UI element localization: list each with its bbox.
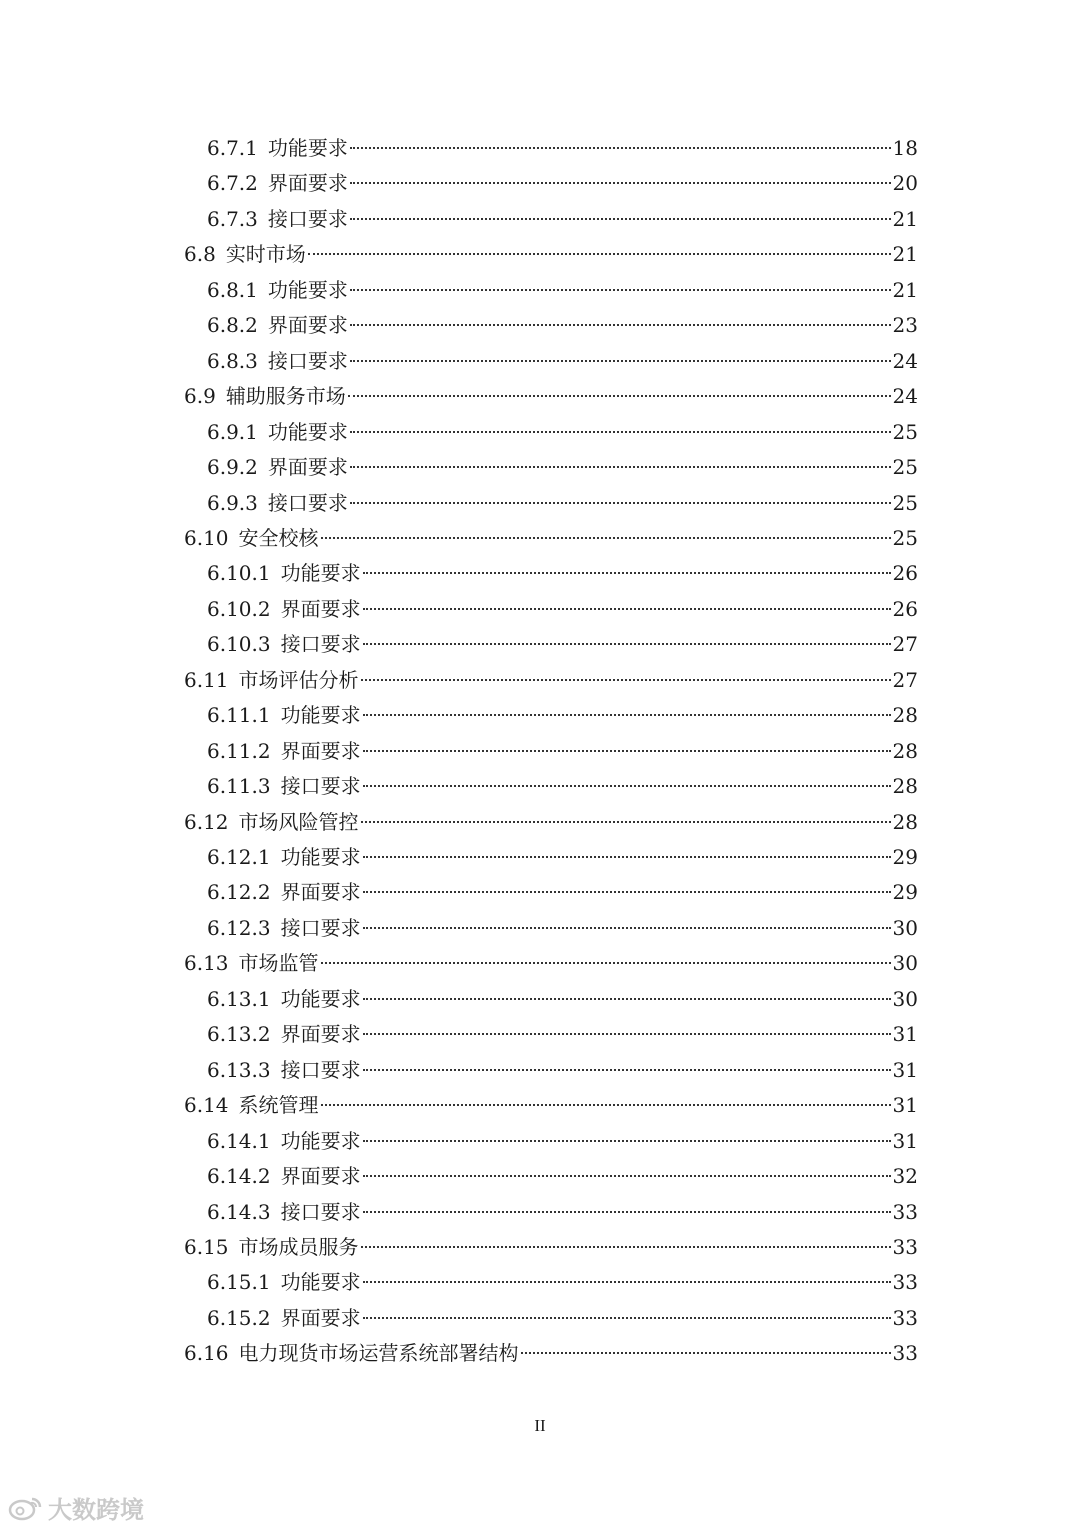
toc-entry-number: 6.10.3	[207, 632, 271, 657]
toc-entry[interactable]	[207, 449, 918, 485]
dot-leader	[363, 785, 891, 787]
toc-entry[interactable]	[207, 414, 918, 450]
toc-entry[interactable]	[207, 165, 918, 201]
dot-leader	[361, 1246, 891, 1248]
toc-entry-number: 6.11.3	[207, 774, 271, 799]
dot-leader	[363, 856, 891, 858]
toc-entry-number: 6.15.2	[207, 1305, 271, 1330]
toc-entry-title: 功能要求	[267, 419, 348, 444]
dot-leader	[363, 1281, 891, 1283]
toc-entry[interactable]	[207, 626, 918, 662]
toc-entry-number: 6.8.2	[207, 313, 258, 338]
toc-entry-number: 6.11	[184, 667, 229, 692]
toc-entry-title: 界面要求	[280, 738, 361, 763]
dot-leader	[363, 608, 891, 610]
toc-entry-title: 电力现货市场运营系统部署结构	[238, 1341, 519, 1366]
page-number: II	[534, 1416, 546, 1435]
dot-leader	[363, 1175, 891, 1177]
toc-entry[interactable]	[184, 1335, 918, 1371]
toc-entry-title: 功能要求	[280, 845, 361, 869]
dot-leader	[348, 395, 891, 397]
toc-entry-number: 6.12.1	[207, 845, 271, 869]
toc-entry-number: 6.9.2	[207, 455, 258, 480]
toc-entry-page: 29	[892, 845, 918, 869]
toc-entry-page: 27	[892, 667, 918, 692]
toc-entry-title: 界面要求	[280, 1305, 361, 1330]
toc-entry-page: 24	[892, 348, 918, 373]
toc-entry-page: 25	[892, 455, 918, 480]
dot-leader	[321, 537, 891, 539]
dot-leader	[363, 1317, 891, 1319]
toc-entry-title: 功能要求	[280, 561, 361, 586]
dot-leader	[350, 182, 891, 184]
toc-entry-number: 6.8.3	[207, 348, 258, 373]
toc-entry-number: 6.8	[184, 242, 216, 267]
toc-entry-title: 市场风险管控	[238, 809, 359, 834]
toc-entry-page: 18	[892, 136, 918, 160]
toc-entry-page: 21	[892, 242, 918, 267]
dot-leader	[363, 1069, 891, 1071]
dot-leader	[363, 891, 891, 893]
toc-entry-title: 辅助服务市场	[225, 384, 346, 409]
watermark	[8, 1490, 144, 1525]
toc-entry[interactable]	[184, 378, 918, 414]
toc-entry-number: 6.7.1	[207, 136, 258, 160]
toc-entry-number: 6.13.2	[207, 1022, 271, 1047]
toc-entry-number: 6.14.2	[207, 1164, 271, 1189]
dot-leader	[361, 821, 891, 823]
toc-entry-title: 系统管理	[238, 1093, 319, 1118]
toc-entry-page: 32	[892, 1164, 918, 1189]
toc-entry[interactable]	[207, 1123, 918, 1159]
dot-leader	[321, 1104, 891, 1106]
toc-entry[interactable]	[207, 201, 918, 237]
dot-leader	[350, 324, 891, 326]
dot-leader	[350, 360, 891, 362]
toc-entry-title: 界面要求	[280, 596, 361, 621]
toc-entry-title: 功能要求	[280, 1128, 361, 1153]
toc-entry-number: 6.16	[184, 1341, 229, 1366]
toc-entry-page: 33	[892, 1341, 918, 1366]
toc-entry-number: 6.10	[184, 525, 229, 550]
toc-entry[interactable]	[207, 981, 918, 1017]
dot-leader	[363, 643, 891, 645]
toc-entry-title: 界面要求	[280, 1164, 361, 1189]
toc-entry[interactable]	[184, 1229, 918, 1265]
dot-leader	[350, 289, 891, 291]
toc-entry-title: 界面要求	[280, 880, 361, 905]
toc-entry[interactable]	[207, 733, 918, 769]
toc-entry-number: 6.9.3	[207, 490, 258, 515]
toc-entry-page: 28	[892, 703, 918, 728]
toc-entry[interactable]	[207, 1194, 918, 1230]
toc-entry-number: 6.10.1	[207, 561, 271, 586]
toc-entry-number: 6.9	[184, 384, 216, 409]
toc-entry-title: 安全校核	[238, 525, 319, 550]
toc-entry-number: 6.12	[184, 809, 229, 834]
toc-entry[interactable]	[207, 1158, 918, 1194]
toc-entry-title: 实时市场	[225, 242, 306, 267]
toc-entry-title: 接口要求	[267, 206, 348, 231]
toc-entry-number: 6.13.1	[207, 986, 271, 1011]
toc-entry-number: 6.7.3	[207, 206, 258, 231]
toc-entry-number: 6.7.2	[207, 171, 258, 196]
dot-leader	[350, 431, 891, 433]
toc-entry-title: 功能要求	[267, 136, 348, 160]
toc-entry-title: 功能要求	[280, 986, 361, 1011]
toc-entry[interactable]	[207, 768, 918, 804]
weibo-logo-icon	[8, 1495, 44, 1521]
toc-entry-title: 功能要求	[280, 1270, 361, 1295]
toc-entry[interactable]	[207, 910, 918, 946]
toc-entry[interactable]	[207, 485, 918, 521]
toc-entry-title: 市场评估分析	[238, 667, 359, 692]
toc-entry-page: 33	[892, 1305, 918, 1330]
dot-leader	[363, 1211, 891, 1213]
toc-entry-number: 6.13	[184, 951, 229, 976]
toc-entry[interactable]	[207, 130, 918, 166]
toc-entry[interactable]	[184, 236, 918, 272]
watermark-text: 大数跨境	[48, 1496, 144, 1524]
toc-entry-page: 25	[892, 525, 918, 550]
toc-entry-page: 31	[892, 1022, 918, 1047]
toc-entry-title: 市场监管	[238, 951, 319, 976]
toc-entry-title: 界面要求	[267, 455, 348, 480]
toc-entry-page: 33	[892, 1270, 918, 1295]
toc-entry-page: 23	[892, 313, 918, 338]
toc-entry-title: 接口要求	[280, 774, 361, 799]
toc-entry-page: 33	[892, 1234, 918, 1259]
dot-leader	[363, 1140, 891, 1142]
toc-entry-page: 26	[892, 596, 918, 621]
toc-entry-title: 接口要求	[267, 348, 348, 373]
dot-leader	[363, 750, 891, 752]
toc-entry-title: 接口要求	[280, 1057, 361, 1082]
dot-leader	[363, 714, 891, 716]
dot-leader	[350, 466, 891, 468]
toc-entry-title: 界面要求	[267, 313, 348, 338]
toc-entry[interactable]	[207, 272, 918, 308]
toc-entry-page: 28	[892, 774, 918, 799]
toc-entry-title: 接口要求	[280, 632, 361, 657]
toc-entry-number: 6.11.1	[207, 703, 271, 728]
toc-entry-page: 26	[892, 561, 918, 586]
dot-leader	[363, 998, 891, 1000]
dot-leader	[308, 253, 891, 255]
dot-leader	[361, 679, 891, 681]
toc-entry-page: 25	[892, 490, 918, 515]
dot-leader	[321, 962, 891, 964]
toc-entry[interactable]	[207, 1052, 918, 1088]
toc-entry-title: 接口要求	[267, 490, 348, 515]
toc-entry-title: 功能要求	[280, 703, 361, 728]
toc-entry-page: 21	[892, 206, 918, 231]
toc-entry-number: 6.11.2	[207, 738, 271, 763]
dot-leader	[363, 1033, 891, 1035]
toc-entry[interactable]	[207, 307, 918, 343]
toc-entry[interactable]	[207, 839, 918, 875]
toc-entry-page: 30	[892, 915, 918, 940]
dot-leader	[350, 147, 891, 149]
dot-leader	[363, 572, 891, 574]
toc-entry-title: 界面要求	[267, 171, 348, 196]
toc-entry-page: 31	[892, 1057, 918, 1082]
toc-entry-title: 功能要求	[267, 277, 348, 302]
toc-entry-number: 6.9.1	[207, 419, 258, 444]
toc-entry-title: 接口要求	[280, 915, 361, 940]
toc-entry-number: 6.14	[184, 1093, 229, 1118]
toc-entry-number: 6.13.3	[207, 1057, 271, 1082]
toc-entry-number: 6.8.1	[207, 277, 258, 302]
toc-entry[interactable]	[207, 591, 918, 627]
toc-entry-page: 27	[892, 632, 918, 657]
toc-entry[interactable]	[207, 555, 918, 591]
toc-entry-page: 30	[892, 951, 918, 976]
toc-entry-page: 25	[892, 419, 918, 444]
toc-entry[interactable]	[207, 874, 918, 910]
toc-entry[interactable]	[184, 662, 918, 698]
toc-entry[interactable]	[207, 343, 918, 379]
toc-entry-number: 6.14.3	[207, 1199, 271, 1224]
toc-entry-page: 31	[892, 1128, 918, 1153]
toc-entry-page: 24	[892, 384, 918, 409]
toc-entry-number: 6.14.1	[207, 1128, 271, 1153]
dot-leader	[350, 502, 891, 504]
toc-entry[interactable]	[184, 520, 918, 556]
toc-entry[interactable]	[207, 1300, 918, 1336]
dot-leader	[521, 1352, 891, 1354]
toc-entry-number: 6.15	[184, 1234, 229, 1259]
toc-entry[interactable]	[207, 1016, 918, 1052]
toc-entry[interactable]	[207, 697, 918, 733]
toc-entry-title: 接口要求	[280, 1199, 361, 1224]
toc-entry-number: 6.12.2	[207, 880, 271, 905]
toc-entry-title: 界面要求	[280, 1022, 361, 1047]
toc-entry-page: 21	[892, 277, 918, 302]
toc-entry-page: 28	[892, 809, 918, 834]
toc-entry-number: 6.12.3	[207, 915, 271, 940]
toc-entry[interactable]	[184, 945, 918, 981]
dot-leader	[350, 218, 891, 220]
toc-entry-page: 30	[892, 986, 918, 1011]
toc-entry-page: 28	[892, 738, 918, 763]
toc-entry-page: 20	[892, 171, 918, 196]
dot-leader	[363, 927, 891, 929]
toc-entry[interactable]	[184, 804, 918, 840]
toc-entry-number: 6.15.1	[207, 1270, 271, 1295]
toc-entry[interactable]	[207, 1264, 918, 1300]
toc-entry-page: 29	[892, 880, 918, 905]
toc-entry[interactable]	[184, 1087, 918, 1123]
toc-entry-title: 市场成员服务	[238, 1234, 359, 1259]
toc-entry-number: 6.10.2	[207, 596, 271, 621]
toc-entry-page: 31	[892, 1093, 918, 1118]
toc-entry-page: 33	[892, 1199, 918, 1224]
